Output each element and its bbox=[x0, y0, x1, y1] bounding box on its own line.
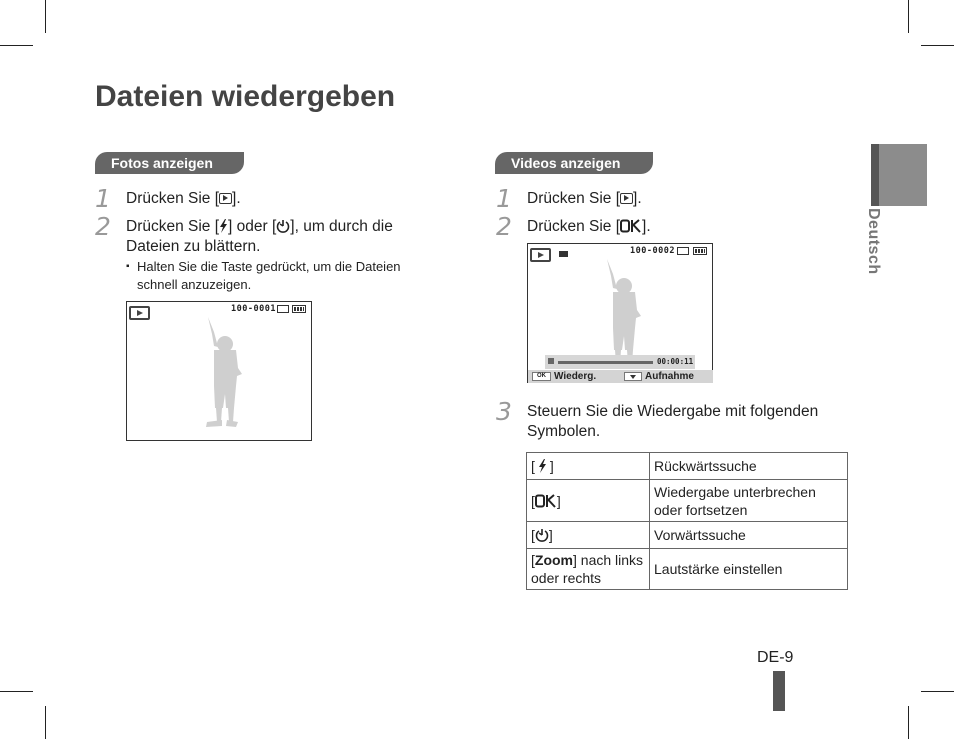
crop-mark bbox=[908, 0, 909, 33]
step-text-post: ], um durch die bbox=[290, 218, 393, 235]
screen-footer bbox=[528, 370, 713, 383]
zoom-key-label: Zoom bbox=[534, 552, 573, 568]
playback-mode-icon bbox=[129, 306, 150, 320]
play-icon bbox=[219, 193, 232, 204]
table-cell-description: Wiedergabe unterbrechen oder fortsetzen bbox=[650, 480, 848, 522]
battery-icon bbox=[292, 305, 306, 313]
timer-icon bbox=[535, 528, 549, 542]
crop-mark bbox=[921, 691, 954, 692]
language-tab-label: Deutsch bbox=[865, 208, 882, 275]
step-number: 3 bbox=[496, 397, 512, 426]
timer-icon bbox=[276, 219, 290, 233]
step-text bbox=[126, 189, 241, 209]
step-text bbox=[126, 217, 446, 257]
crop-mark bbox=[45, 706, 46, 739]
table-cell-description: Vorwärtssuche bbox=[650, 522, 848, 549]
step-text-post: ]. bbox=[232, 190, 241, 207]
crop-mark bbox=[0, 45, 33, 46]
playback-controls-table bbox=[526, 452, 848, 590]
step-text bbox=[527, 217, 651, 237]
crop-mark bbox=[908, 706, 909, 739]
page-marker-bar bbox=[773, 671, 785, 711]
step-text-post: ]. bbox=[633, 190, 642, 207]
step-text-pre: Drücken Sie [ bbox=[527, 218, 621, 235]
resolution-icon bbox=[677, 247, 689, 255]
playback-time: 00:00:11 bbox=[657, 357, 694, 366]
play-icon bbox=[620, 193, 633, 204]
section-header-photos: Fotos anzeigen bbox=[95, 152, 244, 174]
page-number: DE-9 bbox=[757, 649, 794, 666]
table-cell-key: [ ] bbox=[527, 480, 650, 522]
step-text-pre: Drücken Sie [ bbox=[527, 190, 621, 207]
step-number: 2 bbox=[95, 212, 111, 241]
crop-mark bbox=[0, 691, 33, 692]
ok-button-label: OK bbox=[532, 372, 551, 381]
down-button-icon bbox=[624, 372, 642, 381]
file-number: 100-0001 bbox=[231, 304, 276, 314]
ok-icon bbox=[535, 494, 557, 508]
step-number: 1 bbox=[95, 184, 111, 213]
step-text-post: ]. bbox=[642, 218, 651, 235]
flash-icon bbox=[219, 219, 228, 233]
stop-icon bbox=[548, 358, 554, 364]
file-number: 100-0002 bbox=[630, 246, 675, 256]
progress-bar bbox=[558, 361, 653, 364]
step-text-mid: ] oder [ bbox=[228, 218, 277, 235]
down-action-label: Aufnahme bbox=[645, 371, 694, 382]
table-cell-key: [ ] bbox=[527, 453, 650, 480]
bullet-note: ▪ Halten Sie die Taste gedrückt, um die Dateien schnell anzuzeigen. bbox=[137, 258, 437, 294]
step-text-pre: Drücken Sie [ bbox=[126, 218, 220, 235]
language-tab-marker bbox=[871, 144, 927, 206]
table-cell-key: [Zoom] nach links oder rechts bbox=[527, 549, 650, 590]
step-text: Steuern Sie die Wiedergabe mit folgenden Symbolen. bbox=[527, 403, 819, 440]
page-title: Dateien wiedergeben bbox=[95, 80, 396, 113]
camera-screen-video bbox=[527, 243, 713, 383]
step-number: 2 bbox=[496, 212, 512, 241]
section-header-videos: Videos anzeigen bbox=[495, 152, 653, 174]
video-file-icon bbox=[559, 250, 568, 258]
resolution-icon bbox=[277, 305, 289, 313]
step-text-line2: Dateien zu blättern. bbox=[126, 238, 261, 255]
crop-mark bbox=[45, 0, 46, 33]
battery-icon bbox=[693, 247, 707, 255]
zoom-key-rest: ] nach links oder rechts bbox=[531, 552, 644, 586]
playback-mode-icon bbox=[530, 248, 551, 262]
crop-mark bbox=[921, 45, 954, 46]
ok-icon bbox=[620, 219, 642, 233]
table-cell-description: Lautstärke einstellen bbox=[650, 549, 848, 590]
table-cell-key: [ ] bbox=[527, 522, 650, 549]
video-progress-area bbox=[545, 355, 695, 369]
table-cell-description: Rückwärtssuche bbox=[650, 453, 848, 480]
ok-action-label: Wiederg. bbox=[554, 371, 597, 382]
child-silhouette-image bbox=[192, 314, 252, 434]
camera-screen-photo bbox=[126, 301, 312, 441]
flash-icon bbox=[538, 459, 547, 473]
step-text bbox=[527, 189, 642, 209]
table-row bbox=[527, 480, 848, 522]
step-number: 1 bbox=[496, 184, 512, 213]
table-row bbox=[527, 522, 848, 549]
table-row bbox=[527, 453, 848, 480]
table-row bbox=[527, 549, 848, 590]
step-text-pre: Drücken Sie [ bbox=[126, 190, 220, 207]
